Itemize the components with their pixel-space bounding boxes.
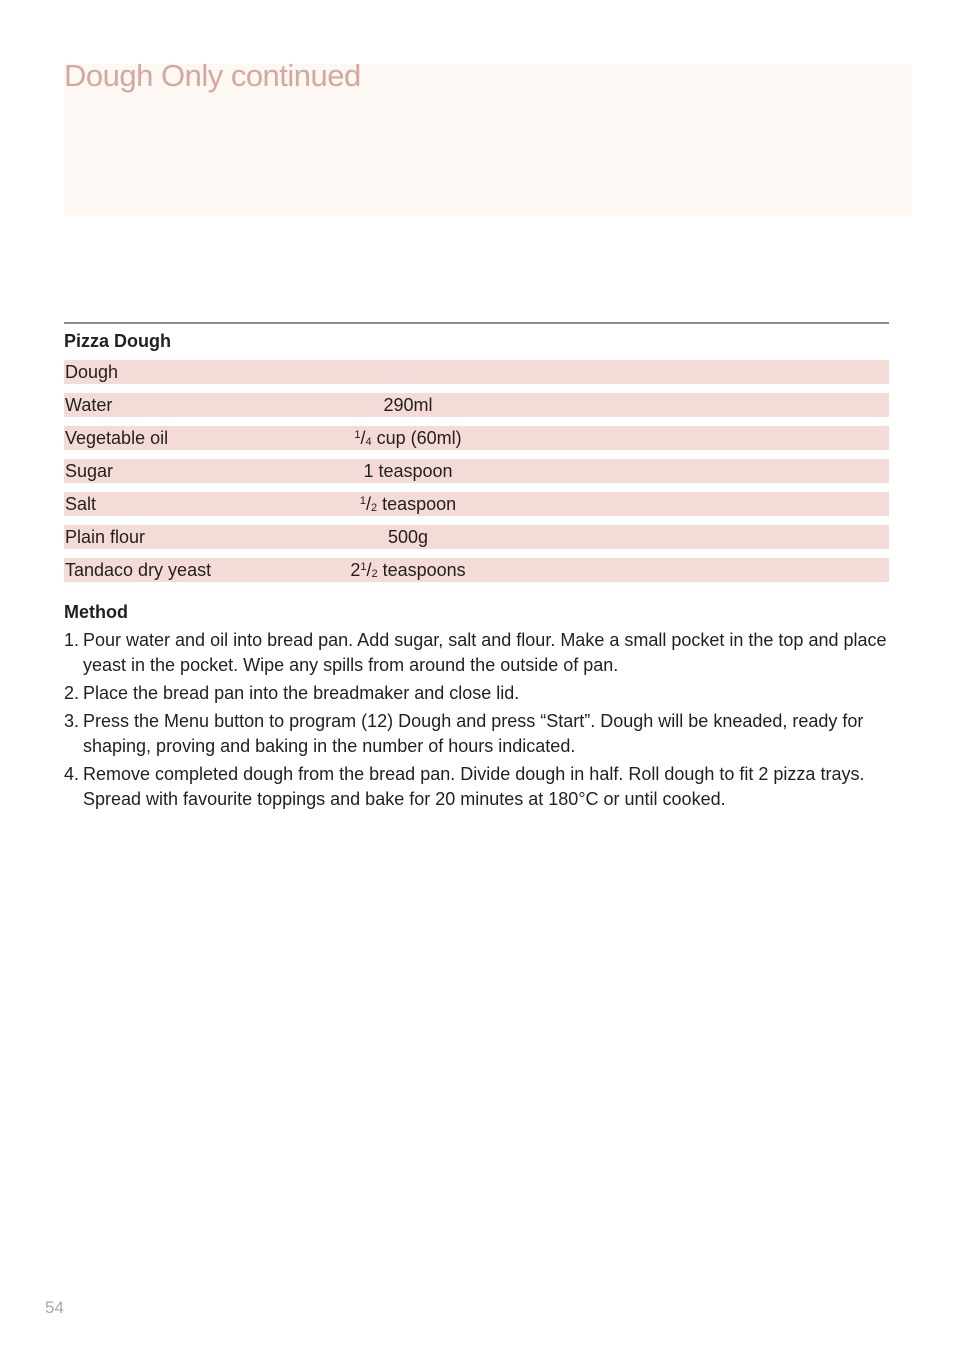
ingredient-row bbox=[64, 426, 889, 450]
ingredient-row bbox=[64, 525, 889, 549]
ingredient-name: Vegetable oil bbox=[65, 428, 169, 448]
ingredient-name: Plain flour bbox=[65, 527, 146, 547]
ingredient-quantity: $2^1/_2$ teaspoons bbox=[350, 560, 466, 580]
ingredient-quantity: 1 teaspoon bbox=[363, 461, 453, 481]
method-steps bbox=[64, 628, 889, 812]
method-step bbox=[64, 762, 889, 812]
ingredient-table bbox=[64, 360, 889, 582]
ingredient-section-row bbox=[64, 360, 889, 384]
step-text: Press the Menu button to program (12) Dough and press “Start”. Dough will be kneaded, ready for shaping, proving and baking in the number of hours indicated. bbox=[83, 711, 864, 756]
ingredient-quantity: 290ml bbox=[383, 395, 433, 415]
ingredient-quantity: $^1/_2$ teaspoon bbox=[359, 494, 457, 514]
step-text: Remove completed dough from the bread pan. Divide dough in half. Roll dough to fit 2 pizza trays. Spread with favourite toppings and bake for 20 minutes at 180°C or until cooked. bbox=[83, 764, 865, 809]
ingredient-name: Sugar bbox=[65, 461, 114, 481]
method-step bbox=[64, 709, 889, 759]
ingredient-quantity: 500g bbox=[387, 527, 429, 547]
step-text: Place the bread pan into the breadmaker and close lid. bbox=[83, 683, 520, 703]
ingredient-name: Tandaco dry yeast bbox=[65, 560, 212, 580]
ingredient-section-label: Dough bbox=[65, 362, 119, 382]
step-number: 1. bbox=[64, 630, 80, 650]
method-heading: Method bbox=[64, 602, 128, 622]
step-text: Pour water and oil into bread pan. Add sugar, salt and flour. Make a small pocket in the top and place yeast in the pocket. Wipe any spills from around the outside of pan. bbox=[83, 630, 887, 675]
step-number: 4. bbox=[64, 764, 80, 784]
method-step bbox=[64, 628, 889, 678]
method-step bbox=[64, 681, 889, 706]
ingredient-quantity: $^1/_4$ cup (60ml) bbox=[354, 428, 462, 448]
ingredient-row bbox=[64, 393, 889, 417]
step-number: 2. bbox=[64, 683, 80, 703]
ingredient-name: Salt bbox=[65, 494, 97, 514]
page-title: Dough Only continued bbox=[64, 58, 361, 93]
ingredient-name: Water bbox=[65, 395, 113, 415]
recipe-section bbox=[64, 322, 889, 815]
step-number: 3. bbox=[64, 711, 80, 731]
ingredient-row bbox=[64, 459, 889, 483]
recipe-name: Pizza Dough bbox=[64, 331, 171, 351]
ingredient-row bbox=[64, 558, 889, 582]
page-number: 54 bbox=[45, 1298, 64, 1317]
ingredient-row bbox=[64, 492, 889, 516]
